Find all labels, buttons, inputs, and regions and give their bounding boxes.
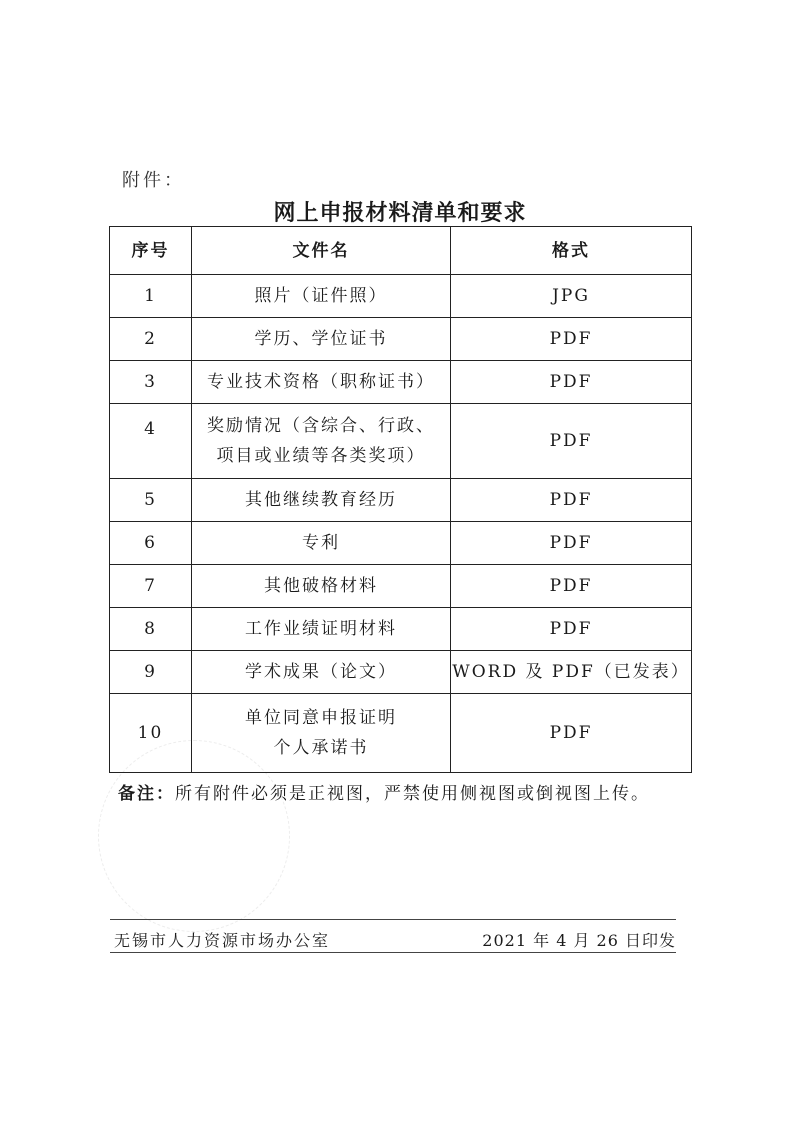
- row-format: PDF: [451, 608, 692, 651]
- table-row: [110, 608, 692, 651]
- document-title: 网上申报材料清单和要求: [273, 200, 527, 226]
- row-filename: 其他破格材料: [192, 565, 451, 608]
- row-serial: 2: [110, 318, 192, 361]
- row-filename: 专利: [192, 522, 451, 565]
- attachment-label: 附件：: [122, 170, 185, 191]
- row-format: PDF: [451, 404, 692, 479]
- row-filename: 专业技术资格（职称证书）: [192, 361, 451, 404]
- table-row: [110, 318, 692, 361]
- table-row: [110, 479, 692, 522]
- row-format: PDF: [451, 361, 692, 404]
- table-row: [110, 651, 692, 694]
- issue-date: 2021 年 4 月 26 日印发: [482, 931, 676, 950]
- header-format: 格式: [451, 227, 692, 275]
- row-filename: 工作业绩证明材料: [192, 608, 451, 651]
- remark-label: 备注：: [118, 784, 175, 804]
- row-format: PDF: [451, 318, 692, 361]
- row-filename: 学历、学位证书: [192, 318, 451, 361]
- materials-table: [109, 226, 692, 773]
- table-row: [110, 404, 692, 479]
- row-format: WORD 及 PDF（已发表）: [451, 651, 692, 694]
- issuer: 无锡市人力资源市场办公室: [114, 931, 331, 950]
- table-row: [110, 565, 692, 608]
- header-serial: 序号: [110, 227, 192, 275]
- row-serial: 5: [110, 479, 192, 522]
- footer-top-rule: [110, 919, 676, 920]
- remark: [118, 779, 650, 804]
- table-row: [110, 522, 692, 565]
- row-serial: 3: [110, 361, 192, 404]
- row-serial: 8: [110, 608, 192, 651]
- row-format: PDF: [451, 694, 692, 773]
- row-serial: 10: [110, 694, 192, 773]
- row-filename: 照片（证件照）: [192, 275, 451, 318]
- row-serial: 9: [110, 651, 192, 694]
- row-serial: 1: [110, 275, 192, 318]
- row-serial: 7: [110, 565, 192, 608]
- row-filename-line: 个人承诺书: [273, 738, 369, 758]
- row-format: JPG: [451, 275, 692, 318]
- table-header-row: [110, 227, 692, 275]
- table-row: [110, 361, 692, 404]
- row-filename: [192, 694, 451, 773]
- row-filename-line: 奖励情况（含综合、行政、: [207, 416, 435, 436]
- footer-bottom-rule: [110, 952, 676, 953]
- row-serial: 4: [110, 404, 192, 479]
- header-filename: 文件名: [192, 227, 451, 275]
- row-serial: 6: [110, 522, 192, 565]
- row-format: PDF: [451, 522, 692, 565]
- row-filename: [192, 404, 451, 479]
- remark-text: 所有附件必须是正视图，严禁使用侧视图或倒视图上传。: [175, 784, 650, 804]
- row-filename-line: 单位同意申报证明: [245, 708, 397, 728]
- row-filename-line: 项目或业绩等各类奖项）: [216, 446, 426, 466]
- row-filename: 其他继续教育经历: [192, 479, 451, 522]
- row-filename: 学术成果（论文）: [192, 651, 451, 694]
- table-row: [110, 694, 692, 773]
- row-format: PDF: [451, 565, 692, 608]
- table-row: [110, 275, 692, 318]
- row-format: PDF: [451, 479, 692, 522]
